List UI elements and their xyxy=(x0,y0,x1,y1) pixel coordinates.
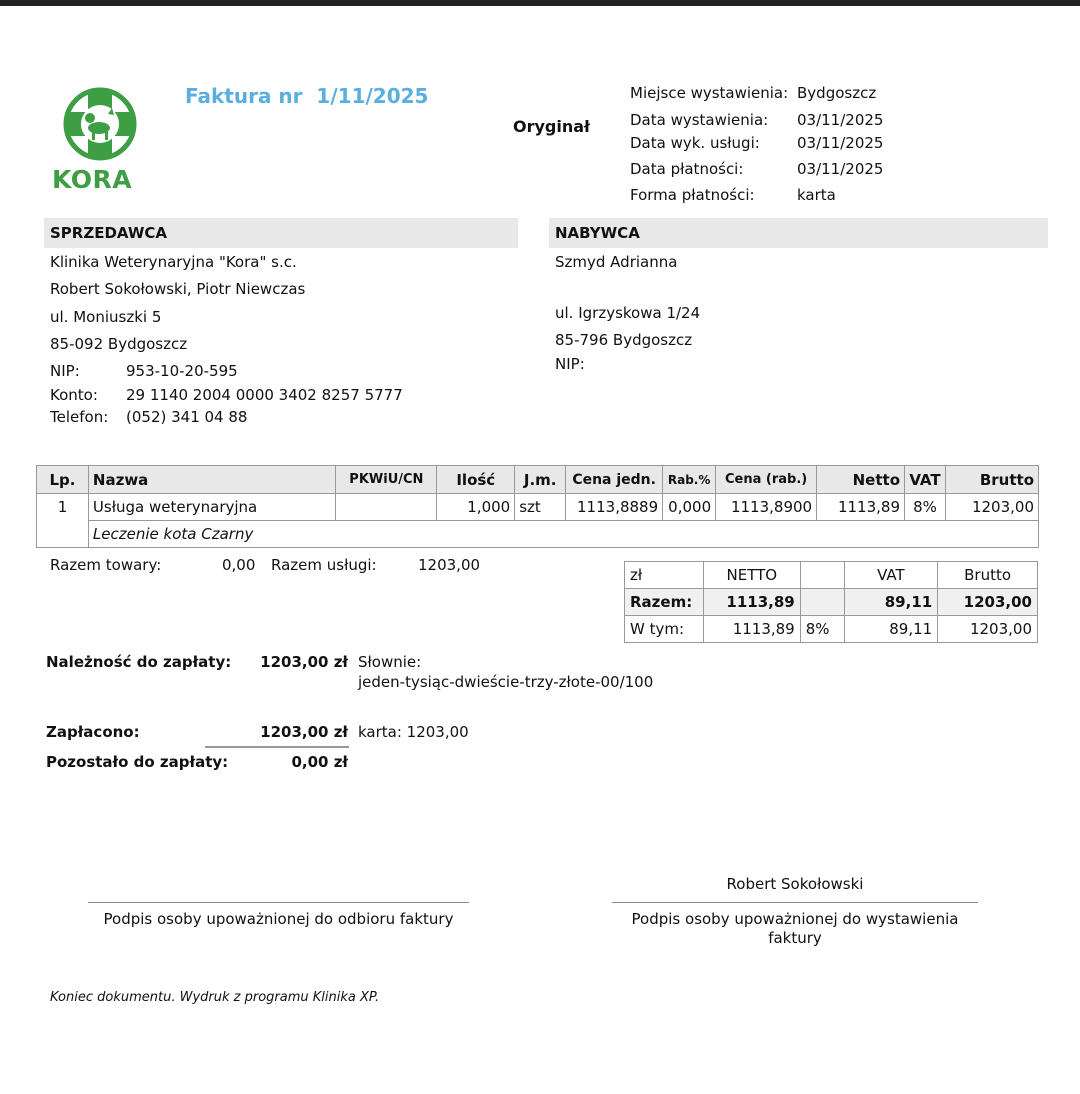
account-label: Konto: xyxy=(50,386,98,404)
goods-total-value: 0,00 xyxy=(222,556,256,574)
seller-line: ul. Moniuszki 5 xyxy=(50,308,162,326)
summary-currency: zł xyxy=(625,562,704,589)
buyer-heading: NABYWCA xyxy=(549,218,1048,248)
meta-label: Miejsce wystawienia: xyxy=(630,84,789,102)
cell-gross: 1203,00 xyxy=(945,494,1038,521)
paid-label: Zapłacono: xyxy=(46,723,140,741)
summary-header-row xyxy=(625,562,1038,589)
amount-due-label: Należność do zapłaty: xyxy=(46,653,232,671)
col-net: Netto xyxy=(817,466,905,494)
col-name: Nazwa xyxy=(88,466,335,494)
summary-total-gross: 1203,00 xyxy=(938,589,1038,616)
cell-name: Usługa weterynaryjna xyxy=(88,494,335,521)
paid-value: 1203,00 zł xyxy=(260,723,348,741)
seller-nip xyxy=(50,362,450,382)
summary-breakdown-row xyxy=(625,616,1038,643)
buyer-street: ul. Igrzyskowa 1/24 xyxy=(555,304,701,322)
phone-value: (052) 341 04 88 xyxy=(126,408,248,426)
summary-vat-header: VAT xyxy=(844,562,938,589)
summary-rate-header xyxy=(800,562,844,589)
amount-due-value: 1203,00 zł xyxy=(260,653,348,671)
meta-label: Data wyk. usługi: xyxy=(630,134,760,152)
receiver-signature-line xyxy=(88,902,469,903)
col-gross: Brutto xyxy=(945,466,1038,494)
issuer-signature-line xyxy=(612,902,978,903)
invoice-title: Faktura nr 1/11/2025 xyxy=(185,84,429,108)
col-lp: Lp. xyxy=(37,466,89,494)
vat-summary-table xyxy=(624,561,1038,643)
seller-account xyxy=(50,386,450,406)
amount-words: jeden-tysiąc-dwieście-trzy-złote-00/100 xyxy=(358,673,654,691)
amount-words-label: Słownie: xyxy=(358,653,422,671)
meta-value: 03/11/2025 xyxy=(797,160,884,178)
summary-total-label: Razem: xyxy=(625,589,704,616)
meta-label: Data wystawienia: xyxy=(630,111,769,129)
col-unit: J.m. xyxy=(515,466,566,494)
cell-pkwiu xyxy=(336,494,437,521)
summary-total-row xyxy=(625,589,1038,616)
account-value: 29 1140 2004 0000 3402 8257 5777 xyxy=(126,386,403,404)
buyer-name: Szmyd Adrianna xyxy=(555,253,678,271)
items-table xyxy=(36,465,1039,548)
seller-line: 85-092 Bydgoszcz xyxy=(50,335,188,353)
meta-label: Forma płatności: xyxy=(630,186,755,204)
meta-value: 03/11/2025 xyxy=(797,111,884,129)
services-total-value: 1203,00 xyxy=(418,556,481,574)
summary-breakdown-vat: 89,11 xyxy=(844,616,938,643)
meta-value: 03/11/2025 xyxy=(797,134,884,152)
phone-label: Telefon: xyxy=(50,408,109,426)
seller-heading: SPRZEDAWCA xyxy=(44,218,518,248)
summary-net-header: NETTO xyxy=(703,562,800,589)
summary-breakdown-net: 1113,89 xyxy=(703,616,800,643)
paid-detail: karta: 1203,00 xyxy=(358,723,469,741)
buyer-nip-label: NIP: xyxy=(555,355,585,373)
nip-value: 953-10-20-595 xyxy=(126,362,238,380)
seller-phone xyxy=(50,408,450,428)
remaining-label: Pozostało do zapłaty: xyxy=(46,753,229,771)
cell-price: 1113,8889 xyxy=(566,494,663,521)
buyer-city: 85-796 Bydgoszcz xyxy=(555,331,693,349)
col-price-discount: Cena (rab.) xyxy=(716,466,817,494)
col-qty: Ilość xyxy=(437,466,515,494)
issuer-name: Robert Sokołowski xyxy=(726,875,864,893)
table-row xyxy=(37,494,1039,521)
col-price: Cena jedn. xyxy=(566,466,663,494)
cell-unit: szt xyxy=(515,494,566,521)
cell-discount: 0,000 xyxy=(663,494,716,521)
seller-line: Robert Sokołowski, Piotr Niewczas xyxy=(50,280,306,298)
issuer-signature-caption: Podpis osoby upoważnionej do wystawienia faktury xyxy=(631,910,959,947)
cell-vat: 8% xyxy=(905,494,946,521)
services-total-label: Razem usługi: xyxy=(271,556,377,574)
summary-breakdown-rate: 8% xyxy=(800,616,844,643)
col-vat: VAT xyxy=(905,466,946,494)
meta-label: Data płatności: xyxy=(630,160,744,178)
receiver-signature-caption: Podpis osoby upoważnionej do odbioru faktury xyxy=(103,910,454,928)
items-header-row xyxy=(37,466,1039,494)
document-footer: Koniec dokumentu. Wydruk z programu Klinika XP. xyxy=(50,990,380,1005)
seller-line: Klinika Weterynaryjna "Kora" s.c. xyxy=(50,253,297,271)
meta-value: karta xyxy=(797,186,836,204)
logo-text: KORA xyxy=(52,165,133,194)
table-row-note xyxy=(37,521,1039,548)
goods-total-label: Razem towary: xyxy=(50,556,162,574)
col-pkwiu: PKWiU/CN xyxy=(336,466,437,494)
summary-breakdown-label: W tym: xyxy=(625,616,704,643)
top-border xyxy=(0,0,1080,6)
nip-label: NIP: xyxy=(50,362,80,380)
cell-lp: 1 xyxy=(37,494,89,548)
cell-qty: 1,000 xyxy=(437,494,515,521)
remaining-value: 0,00 zł xyxy=(291,753,348,771)
summary-total-rate xyxy=(800,589,844,616)
col-discount: Rab.% xyxy=(663,466,716,494)
summary-total-vat: 89,11 xyxy=(844,589,938,616)
cell-note: Leczenie kota Czarny xyxy=(88,521,1038,548)
summary-breakdown-gross: 1203,00 xyxy=(938,616,1038,643)
cell-price-discount: 1113,8900 xyxy=(716,494,817,521)
cell-net: 1113,89 xyxy=(817,494,905,521)
summary-gross-header: Brutto xyxy=(938,562,1038,589)
copy-label: Oryginał xyxy=(513,117,590,136)
summary-total-net: 1113,89 xyxy=(703,589,800,616)
meta-value: Bydgoszcz xyxy=(797,84,877,102)
paid-underline xyxy=(205,746,349,748)
